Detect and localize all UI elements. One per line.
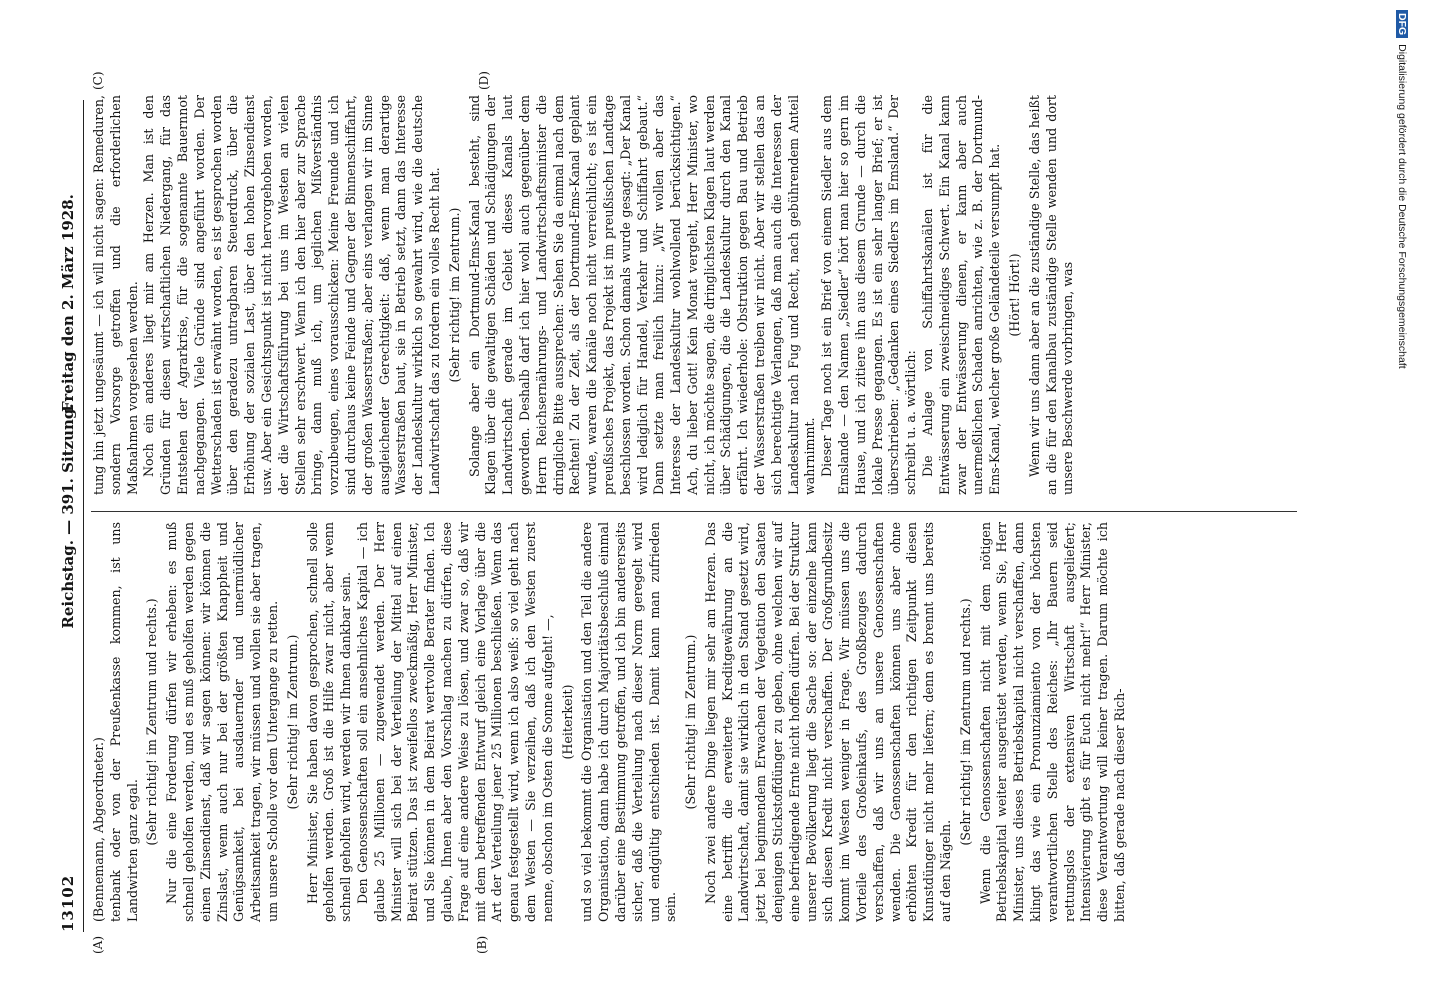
column-divider [91,511,1297,512]
interjection: (Heiterkeit) [559,684,575,760]
dfg-logo: DFG [1396,10,1408,38]
session-title: Reichstag. — 391. Sitzung. [59,403,77,629]
right-column [91,95,1297,495]
interjection: (Sehr richtig! im Zentrum.) [446,207,462,383]
speech-paragraph: Noch ein anderes liegt mir am Herzen. Man ist den Gründen für diesen wirtschaftlichen Niedergang, für das Entstehen der Agrarkrise, für die sogenannte Bauernnot nachgegangen. Viele Gründe sind angeführt worden. Der Wetterschaden ist erwähnt worden, es ist gesprochen worden über den geradezu untragbaren Steuerdruck, über die Erhöhung der sozialen Last, über den hohen Zinsendienst usw. Aber ein Gesichtspunkt ist nicht hervorgehoben worden, der die Wirtschaftsführung bei uns im Westen an vielen Stellen sehr erschwert. Wenn ich den hier aber zur Sprache bringe, dann muß ich, um jeglichen Mißverständnis vorzubeugen, eines vorausschicken: Meine Freunde und ich sind durchaus keine Feinde und Gegner der Binnenschiffahrt, der großen Wasserstraßen; aber eins verlangen wir im Sinne ausgleichender Gerechtigkeit: daß, wenn man derartige Wasserstraßen baut, sie in Betrieb setzt, dann das Interesse der Landeskultur wirklich so gewahrt wird, wie die deutsche Landwirtschaft das zu fordern ein volles Recht hat. [141,95,442,495]
speech-paragraph: tenbank oder von der Preußenkasse kommen, ist uns Landwirten ganz egal. [107,522,140,922]
interjection: (Sehr richtig! im Zentrum.) [284,634,300,810]
speech-paragraph: Noch zwei andere Dinge liegen mir sehr am Herzen. Das eine betrifft die erweiterte Kreditgewährung an die Landwirtschaft, damit sie wirklich in den Stand gesetzt wird, jetzt bei beginnendem Erwachen der Vegetation den Saaten denjenigen Stickstoffdünger zu geben, ohne welchen wir auf eine befriedigende Ernte nicht hoffen dürfen. Bei der Struktur unserer Bevölkerung liegt die Sache so: der einzelne kann sich diesen Kredit nicht verschaffen. Der Großgrundbesitz kommt im Westen weniger in Frage. Wir müssen uns die Vorteile des Großeinkaufs, des Großbezuges dadurch verschaffen, daß wir uns an unsere Genossenschaften wenden. Die Genossenschaften können uns aber ohne erhöhten Kredit für den richtigen Zeitpunkt diesen Kunstdünger nicht mehr liefern; denn es brennt uns bereits auf den Nägeln. [702,522,954,922]
margin-label-c: (C) [91,71,105,90]
speech-paragraph: Die Anlage von Schiffahrtskanälen ist für die Entwässerung ein zweischneidiges Schwert. Ein Kanal kann zwar der Entwässerung dienen, er kann aber auch unermeßlichen Schaden anrichten, wie z. B. der Dortmund-Ems-Kanal, welcher große Geländeteile versumpft hat. [920,95,1003,495]
interjection: (Hört! Hört!) [1007,253,1023,337]
speech-paragraph: Nur die eine Forderung dürfen wir erheben: es muß schnell geholfen werden, und es muß geholfen werden gegen einen Zinsendienst, daß wir sagen können: wir können die Zinslast, wenn auch nur bei der größten Knappheit und Genügsamkeit, bei ausdauernder und unermüdlicher Arbeitsamkeit tragen, wir müssen und wollen sie aber tragen, um unsere Scholle vor dem Untergange zu retten. [164,522,280,922]
session-date: Freitag den 2. März 1928. [59,194,77,412]
interjection: (Sehr richtig! im Zentrum und rechts.) [957,598,973,846]
page-number: 13102 [59,874,77,932]
margin-label-a: (A) [91,935,105,954]
margin-label-b: (B) [475,935,489,954]
speech-paragraph: Wenn wir uns dann aber an die zuständige Stelle, das heißt an die für den Kanalbau zuständige Stelle wenden und dort unsere Beschwerde vorbringen, was [1026,95,1076,495]
digitization-note-text: Digitalisierung gefördert durch die Deutsche Forschungsgemeinschaft [1396,44,1408,369]
left-column [91,522,1297,922]
speech-paragraph: Dieser Tage noch ist ein Brief von einem Siedler aus dem Emslande — den Namen „Siedler“ hört man hier so gern im Hause, und ich zitiere ihn aus diesem Grunde — durch die lokale Presse gegangen. Es ist ein sehr langer Brief; er ist überschrieben: „Gedanken eines Siedlers im Emsland.“ Der schreibt u. a. wörtlich: [819,95,919,495]
margin-label-d: (D) [477,71,491,90]
speech-paragraph: Solange aber ein Dortmund-Ems-Kanal besteht, sind Klagen über die gewaltigen Schäden und Schädigungen der Landwirtschaft gerade im Gebiet dieses Kanals laut geworden. Deshalb darf ich hier wohl auch gegenüber dem Herrn Reichsernährungs- und Landwirtschaftsminister die dringliche Bitte aussprechen: Sehen Sie da einmal nach dem Rechten! Zu der Zeit, als der Dortmund-Ems-Kanal geplant wurde, waren die Kanäle noch nicht verreichlicht; es ist ein preußisches Projekt, das Projekt ist im preußischen Landtage beschlossen worden. Schon damals wurde gesagt: „Der Kanal wird lediglich für Handel, Verkehr und Schiffahrt gebaut.“ Dann setzte man freilich hinzu: „Wir wollen aber das Interesse der Landeskultur wohlwollend berücksichtigen.“ Ach, du lieber Gott! Kein Monat vergeht, Herr Minister, wo nicht, ich möchte sagen, die dringlichsten Klagen laut werden über Schädigungen, die die Landeskultur durch den Kanal erfährt. Ich wiederhole: Obstruktion gegen Bau und Betrieb der Wasserstraßen treiben wir nicht. Aber wir stellen das an sich berechtigte Verlangen, daß man auch die Interessen der Landeskultur nach Fug und Recht, nach gebührendem Anteil wahrnimmt. [466,95,818,495]
rotated-page [57,60,1297,954]
speech-paragraph: tung hin jetzt ungesäumt — ich will nicht sagen: Remeduren, sondern Vorsorge getroffen und die erforderlichen Maßnahmen vorgesehen werden. [91,95,140,495]
interjection: (Sehr richtig! im Zentrum.) [683,634,699,810]
speech-paragraph: Herr Minister, Sie haben davon gesprochen, schnell solle geholfen werden. Groß ist die Hilfe zwar nicht, aber wenn schnell geholfen wird, werden wir Ihnen dankbar sein. [304,522,354,922]
digitization-note [1392,10,1408,995]
speech-paragraph: und so viel bekommt die Organisation und den Teil die andere Organisation, dann habe ich durch Majoritätsbeschluß einmal darüber eine Bestimmung getroffen, und ich bin andererseits sicher, daß die Verteilung nach dieser Norm geregelt wird und endgültig entschieden ist. Damit kann man zufrieden sein. [579,522,679,922]
interjection: (Sehr richtig! im Zentrum und rechts.) [144,598,160,846]
page-header [57,100,84,932]
speech-paragraph: Wenn die Genossenschaften nicht mit dem nötigen Betriebskapital weiter ausgerüstet werden, wenn Sie, Herr Minister, uns dieses Betriebskapital nicht verschaffen, dann klingt das wie ein Pronunziamiento von der höchsten verantwortlichen Stelle des Reiches: „Ihr Bauern seid rettungslos der extensiven Wirtschaft ausgeliefert; Intensivierung gibt es für Euch nicht mehr!“ Herr Minister, diese Verantwortung will keiner tragen. Darum möchte ich bitten, daß gerade nach dieser Rich- [977,522,1128,922]
speech-paragraph: Den Genossenschaften soll ein ansehnliches Kapital — ich glaube 25 Millionen — zugewendet werden. Der Herr Minister will sich bei der Verteilung der Mittel auf einen Beirat stützen. Das ist zweifellos zweckmäßig, Herr Minister, und Sie können in dem Beirat wertvolle Berater finden. Ich glaube, Ihnen aber den Vorschlag machen zu dürfen, diese Frage auf eine andere Weise zu lösen, und zwar so, daß wir mit dem betreffenden Entwurf gleich eine Vorlage über die Art der Verteilung jener 25 Millionen beschließen. Wenn das genau festgestellt wird, wenn ich also weiß: so viel geht nach dem Westen — Sie verzeihen, daß ich den Westen zuerst nenne, obschon im Osten die Sonne aufgeht! —, [354,522,555,922]
speech-paragraph: (Bennemann, Abgeordneter.) [91,737,106,922]
